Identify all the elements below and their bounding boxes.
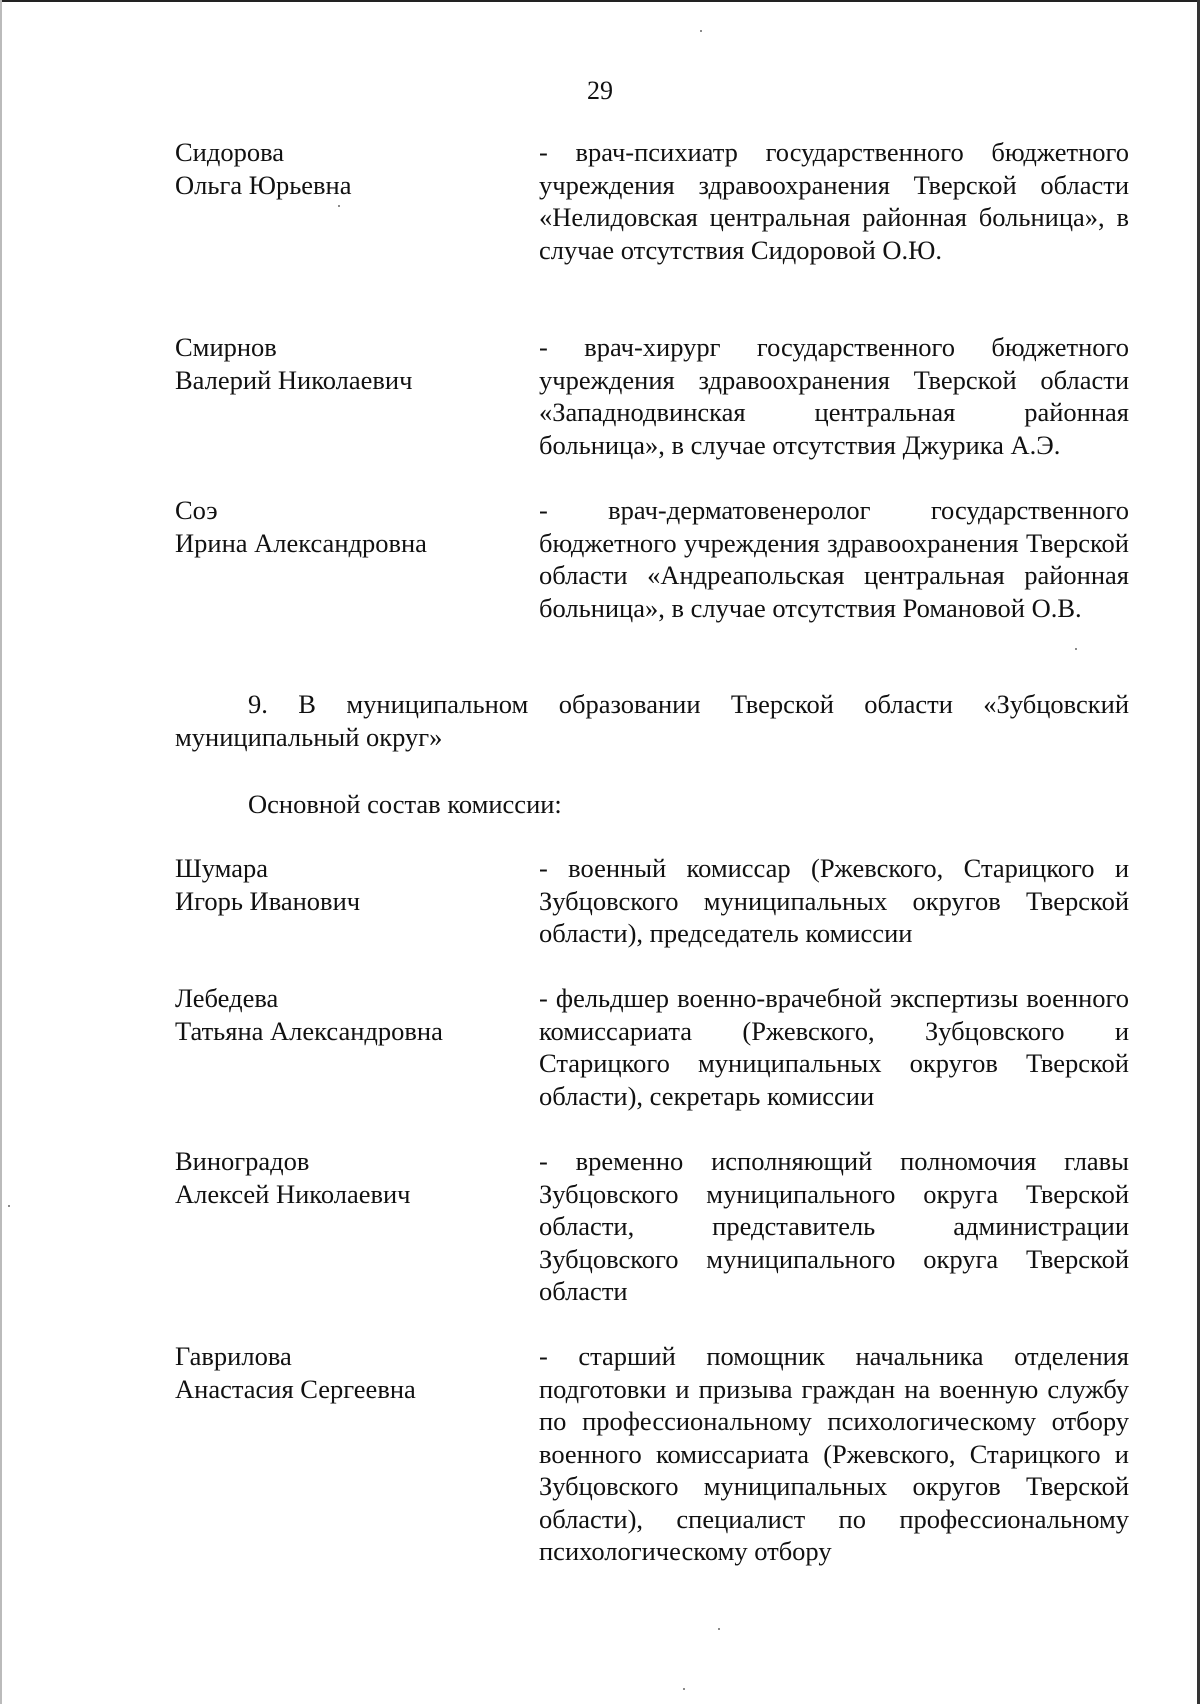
member-surname: Сидорова [175,137,285,167]
member-name [175,136,515,201]
member-role: - фельдшер военно-врачебной экспертизы военного комиссариата (Ржевского, Зубцовского и Старицкого муниципальных округов Тверской области), секретарь комиссии [539,983,1129,1111]
member-name [175,1145,515,1210]
member-role: - старший помощник начальника отделения подготовки и призыва граждан на военную службу по профессиональному психологическому отбору военного комиссариата (Ржевского, Старицкого и Зубцовского муниципальных округов Тверской области), специалист по профессиональному психологическому отбору [539,1341,1129,1566]
scan-speck [718,1628,720,1630]
section-heading: 9. В муниципальном образовании Тверской области «Зубцовский муниципальный округ» [175,689,1129,752]
member-given-names: Ольга Юрьевна [175,169,352,200]
member-given-names: Игорь Иванович [175,885,361,916]
member-name [175,982,515,1047]
member-surname: Виноградов [175,1146,310,1176]
member-role: - врач-дерматовенеролог государственного бюджетного учреждения здравоохранения Тверской области «Андреапольская центральная районная больница», в случае отсутствия Романовой О.В. [539,495,1129,623]
member-given-names: Анастасия Сергеевна [175,1373,416,1404]
scan-edge-left [0,0,2,1704]
member-surname: Гаврилова [175,1341,292,1371]
member-name [175,852,515,917]
member-given-names: Алексей Николаевич [175,1178,411,1209]
member-name [175,494,515,559]
scan-speck [683,1688,685,1690]
scan-speck [338,205,340,207]
member-role: - врач-хирург государственного бюджетного учреждения здравоохранения Тверской области «Западнодвинская центральная районная больница», в случае отсутствия Джурика А.Э. [539,332,1129,460]
scan-speck [700,30,702,32]
member-surname: Шумара [175,853,268,883]
scan-speck [1075,648,1077,650]
member-role: - врач-психиатр государственного бюджетного учреждения здравоохранения Тверской области «Нелидовская центральная районная больница», в случае отсутствия Сидоровой О.Ю. [539,137,1129,265]
member-surname: Лебедева [175,983,279,1013]
member-name [175,331,515,396]
member-surname: Соэ [175,495,218,525]
member-given-names: Валерий Николаевич [175,364,413,395]
member-given-names: Ирина Александровна [175,527,427,558]
page-number: 29 [587,76,613,105]
section-subheading: Основной состав комиссии: [248,789,562,819]
member-role: - военный комиссар (Ржевского, Старицкого и Зубцовского муниципальных округов Тверской области), председатель комиссии [539,853,1129,948]
scan-edge-top [0,0,1200,2]
member-given-names: Татьяна Александровна [175,1015,443,1046]
member-name [175,1340,515,1405]
member-role: - временно исполняющий полномочия главы Зубцовского муниципального округа Тверской области, представитель администрации Зубцовского муниципального округа Тверской области [539,1146,1129,1306]
member-surname: Смирнов [175,332,277,362]
scan-speck [8,1205,10,1207]
